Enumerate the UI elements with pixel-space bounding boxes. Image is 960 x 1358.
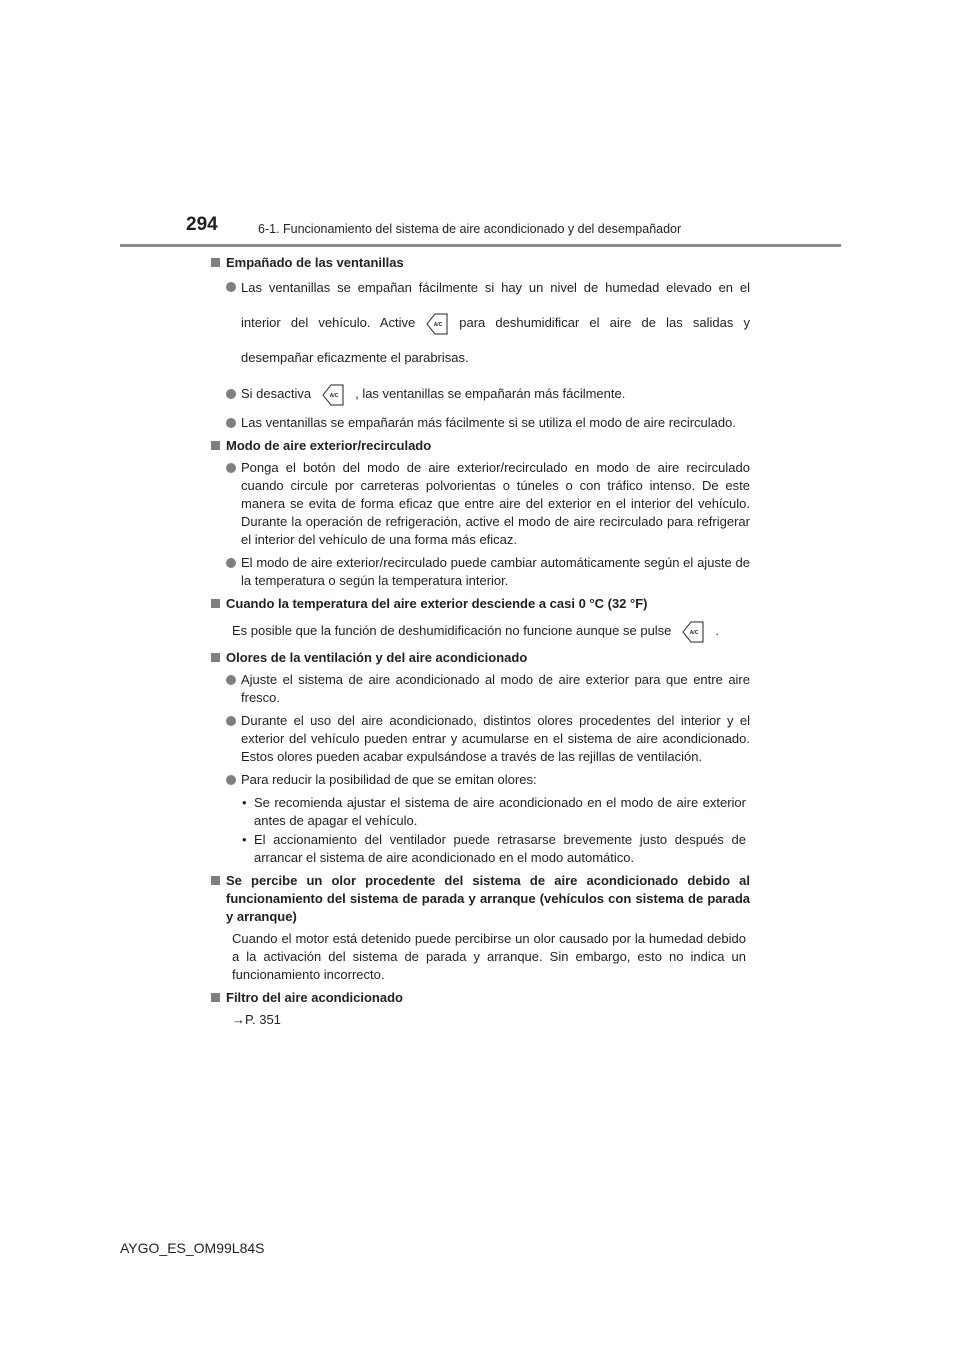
heading-low-temperature: Cuando la temperatura del aire exterior desciende a casi 0 °C (32 °F) [210, 595, 750, 613]
circle-bullet-icon [226, 463, 236, 473]
sub-list-item: • Se recomienda ajustar el sistema de aire acondicionado en el modo de aire exterior antes de apagar el vehículo. [242, 795, 746, 828]
circle-bullet-icon [226, 675, 236, 685]
circle-bullet-icon [226, 775, 236, 785]
square-bullet-icon [211, 441, 220, 450]
paragraph: El modo de aire exterior/recirculado puede cambiar automáticamente según el ajuste de la temperatura o según la temperatura interior. [210, 554, 750, 590]
page-content [210, 254, 750, 1034]
svg-text:A/C: A/C [690, 629, 699, 636]
circle-bullet-icon [226, 389, 236, 399]
svg-text:A/C: A/C [329, 392, 339, 399]
ac-button-icon [681, 620, 705, 644]
page-number: 294 [186, 214, 218, 235]
heading-ac-filter: Filtro del aire acondicionado [210, 989, 750, 1007]
square-bullet-icon [211, 993, 220, 1002]
paragraph: Ajuste el sistema de aire acondicionado al modo de aire exterior para que entre aire fresco. [210, 671, 750, 707]
paragraph: Si desactiva A/C , las ventanillas se empañarán más fácilmente. [210, 376, 750, 412]
heading-recirculated-air: Modo de aire exterior/recirculado [210, 437, 750, 455]
paragraph: Es posible que la función de deshumidificación no funcione aunque se pulse A/C . [210, 613, 750, 649]
paragraph: Las ventanillas se empañarán más fácilmente si se utiliza el modo de aire recirculado. [210, 414, 750, 432]
paragraph: Para reducir la posibilidad de que se emitan olores: [210, 771, 750, 789]
ac-button-icon [425, 312, 449, 336]
paragraph: Cuando el motor está detenido puede percibirse un olor causado por la humedad debido a la activación del sistema de parada y arranque. Sin embargo, esto no indica un funcionamiento incorrecto. [232, 931, 746, 982]
circle-bullet-icon [226, 716, 236, 726]
square-bullet-icon [211, 258, 220, 267]
circle-bullet-icon [226, 558, 236, 568]
heading-stop-start-odor: Se percibe un olor procedente del sistema de aire acondicionado debido al funcionamiento del sistema de parada y arranque (vehículos con sistema de parada y arranque) [210, 872, 750, 926]
circle-bullet-icon [226, 418, 236, 428]
paragraph: Las ventanillas se empañan fácilmente si hay un nivel de humedad elevado en el interior del vehículo. Active A/C para deshumidificar el aire de las salidas y desempañar eficazmente el parabrisas. [210, 270, 750, 375]
heading-fogged-windows: Empañado de las ventanillas [210, 254, 750, 272]
paragraph: Ponga el botón del modo de aire exterior/recirculado en modo de aire recirculado cuando circule por carreteras polvorientas o túneles o con tráfico intenso. De este manera se evita de forma eficaz que entre aire del exterior en el interior del vehículo. Durante la operación de refrigeración, active el modo de aire recirculado para refrigerar el interior del vehículo de una forma más eficaz. [210, 459, 750, 549]
document-code: AYGO_ES_OM99L84S [120, 1240, 265, 1256]
square-bullet-icon [211, 876, 220, 885]
header-rule [120, 244, 841, 247]
section-title: 6-1. Funcionamiento del sistema de aire acondicionado y del desempañador [258, 222, 682, 236]
page-reference-link[interactable]: →P. 351 [232, 1012, 281, 1027]
svg-text:A/C: A/C [433, 321, 443, 328]
circle-bullet-icon [226, 282, 236, 292]
ac-button-icon [321, 383, 345, 407]
square-bullet-icon [211, 653, 220, 662]
sub-list-item: • El accionamiento del ventilador puede retrasarse brevemente justo después de arrancar el sistema de aire acondicionado en el modo automático. [242, 832, 746, 865]
paragraph: Durante el uso del aire acondicionado, distintos olores procedentes del interior y el exterior del vehículo pueden entrar y acumularse en el sistema de aire acondicionado. Estos olores pueden acabar expulsándose a través de las rejillas de ventilación. [210, 712, 750, 766]
heading-odors: Olores de la ventilación y del aire acondicionado [210, 649, 750, 667]
square-bullet-icon [211, 599, 220, 608]
